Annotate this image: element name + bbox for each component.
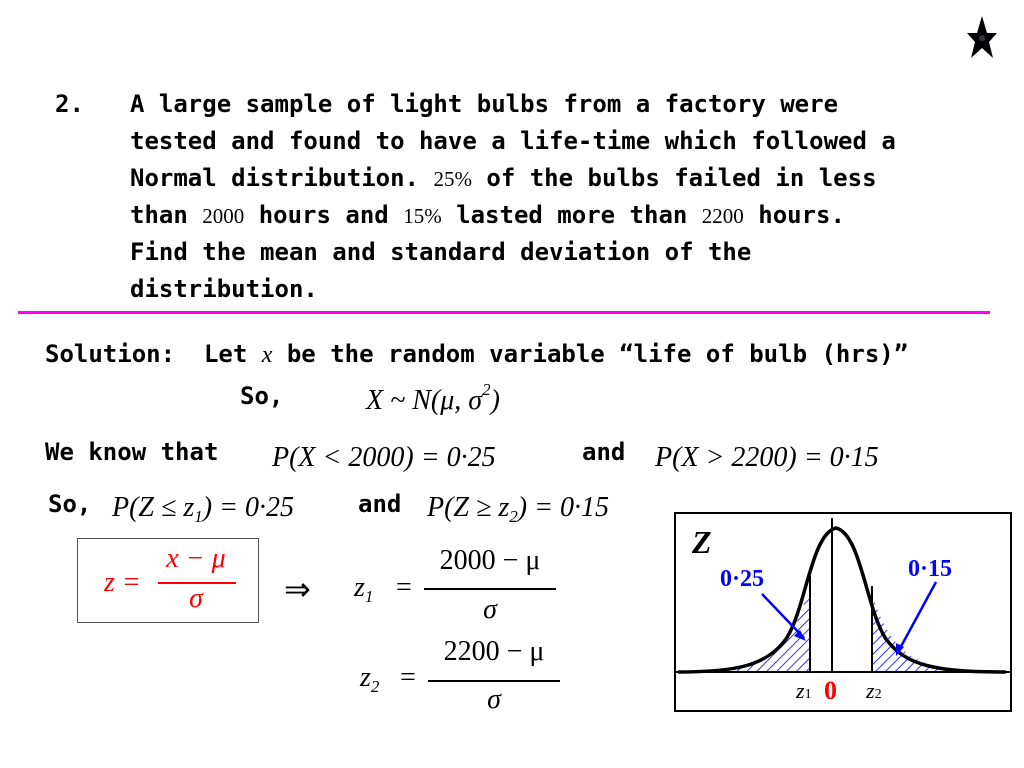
z1-axis-sub: 1 (804, 687, 812, 702)
problem-line-2: tested and found to have a life-time which followed a (130, 127, 896, 155)
problem-text-span: hours and (244, 201, 404, 229)
z2-var: z (360, 662, 371, 693)
hours-2200: 2200 (701, 204, 744, 228)
z1-lhs (354, 572, 373, 607)
z1-equals: = (396, 572, 412, 603)
problem-number: 2. (55, 90, 84, 118)
z2-fraction-bar (428, 680, 560, 682)
problem-text (130, 86, 896, 308)
probability-4-sub: 2 (509, 507, 518, 526)
distribution-text: X ~ N(μ, σ (366, 385, 483, 416)
solution-label: Solution: (45, 340, 176, 368)
formula-box (77, 538, 259, 623)
problem-line-3 (130, 160, 896, 197)
z1-fraction-bar (424, 588, 556, 590)
z2-axis-var: z (866, 678, 875, 703)
zero-label: 0 (824, 676, 837, 705)
left-area-label: 0·25 (720, 566, 765, 592)
we-know-label: We know that (45, 438, 219, 466)
probability-3-sub: 1 (194, 507, 203, 526)
and-label-2: and (358, 490, 402, 518)
problem-text-span: of the bulbs failed in less (471, 164, 877, 192)
hours-2000: 2000 (202, 204, 245, 228)
probability-4 (427, 492, 609, 527)
z2-equals: = (400, 662, 416, 693)
problem-text-span: lasted more than (441, 201, 702, 229)
solution-line (45, 340, 908, 369)
divider-line (18, 311, 990, 314)
formula-lhs: z = (104, 567, 141, 598)
normal-curve-svg (676, 514, 1010, 710)
star-icon[interactable] (966, 14, 998, 60)
so-label-2: So, (48, 490, 92, 518)
probability-4-rest: ) = 0·15 (517, 492, 609, 523)
formula-denominator: σ (189, 583, 203, 614)
z2-numerator: 2200 − μ (443, 636, 545, 667)
problem-line-5: Find the mean and standard deviation of the (130, 238, 752, 266)
problem-line-4 (130, 197, 896, 234)
problem-text-span: hours. (743, 201, 845, 229)
and-label-1: and (582, 438, 626, 466)
formula-numerator: x − μ (166, 543, 226, 574)
implies-arrow: ⇒ (284, 571, 311, 607)
z1-denominator: σ (483, 594, 497, 625)
z1-var: z (354, 572, 365, 603)
z2-axis-label (866, 678, 882, 704)
percent-15: 15% (403, 204, 442, 228)
problem-text-span: than (130, 201, 203, 229)
z2-sub: 2 (370, 677, 380, 696)
z2-denominator: σ (487, 684, 501, 715)
right-area-label: 0·15 (908, 556, 953, 582)
normal-curve-diagram (674, 512, 1012, 712)
problem-text-span: Normal distribution. (130, 164, 434, 192)
diagram-title: Z (692, 524, 712, 560)
distribution-sup: 2 (482, 380, 491, 399)
probability-3-text: P(Z ≤ z (112, 492, 195, 523)
problem-line-1: A large sample of light bulbs from a factory were (130, 90, 839, 118)
z1-axis-label (796, 678, 812, 704)
z1-sub: 1 (364, 587, 374, 606)
probability-4-text: P(Z ≥ z (427, 492, 510, 523)
probability-2: P(X > 2200) = 0·15 (655, 442, 879, 473)
right-arrow (898, 582, 936, 652)
solution-text: Let (203, 340, 262, 368)
probability-3 (112, 492, 294, 527)
probability-3-rest: ) = 0·25 (202, 492, 294, 523)
z2-axis-sub: 2 (874, 687, 882, 702)
so-label: So, (240, 382, 284, 410)
bell-curve (678, 528, 1006, 672)
distribution-close: ) (490, 385, 500, 416)
right-tail-area (872, 594, 996, 672)
problem-line-6: distribution. (130, 275, 318, 303)
probability-1: P(X < 2000) = 0·25 (272, 442, 496, 473)
percent-25: 25% (433, 167, 472, 191)
z2-lhs (360, 662, 379, 697)
variable-x: x (261, 342, 273, 368)
solution-text: be the random variable “life of bulb (hrs)” (272, 340, 909, 368)
z1-axis-var: z (796, 678, 805, 703)
distribution-expression (366, 380, 500, 417)
z1-numerator: 2000 − μ (439, 545, 541, 576)
